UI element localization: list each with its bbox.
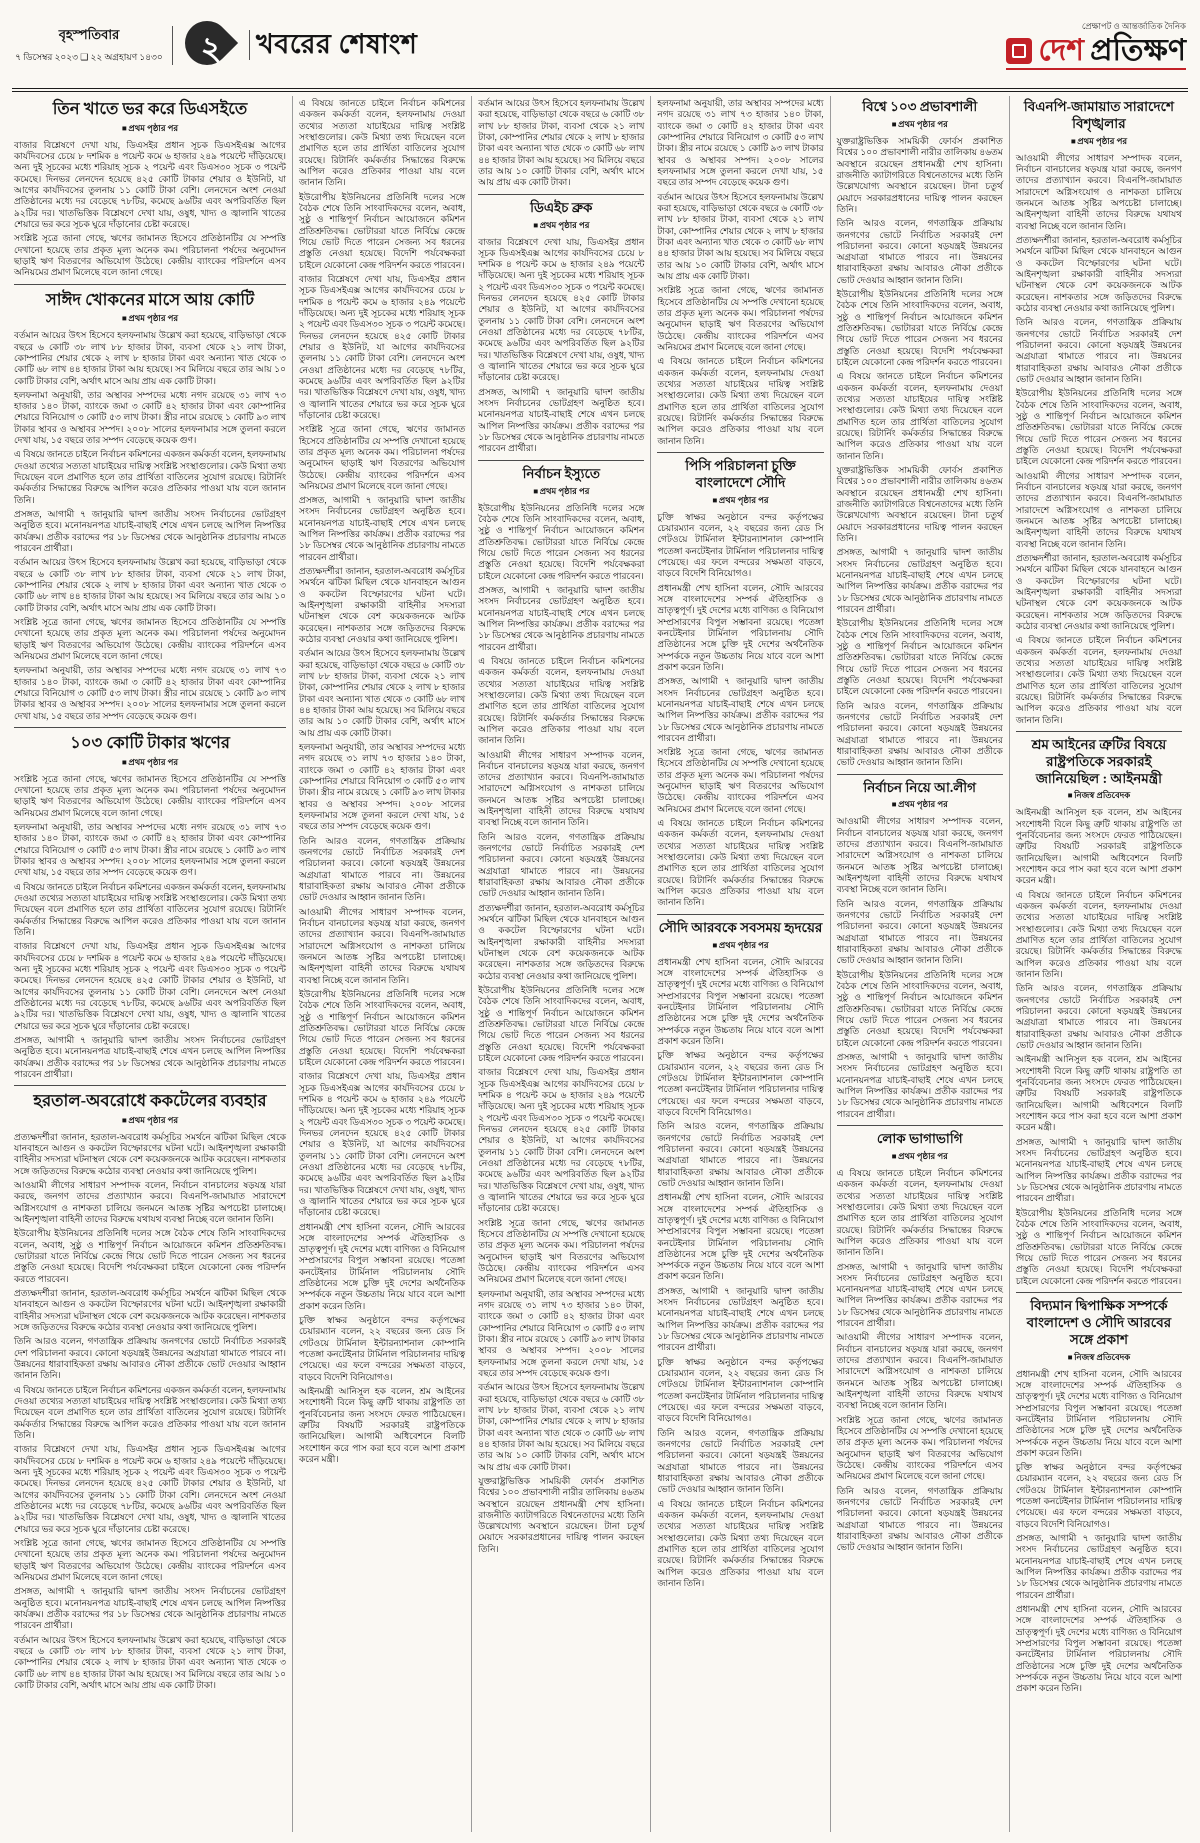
body-paragraph: আইনমন্ত্রী আনিসুল হক বলেন, শ্রম আইনের সংশোধনী বিলে কিছু ত্রুটি থাকায় রাষ্ট্রপতি তা পুনর্বিবেচনার জন্য সংসদে ফেরত পাঠিয়েছেন। ত্রুটির বিষয়টি সরকারই রাষ্ট্রপতিকে জানিয়েছিল। আগামী অধিবেশনে বিলটি সংশোধন করে পাস করা হবে বলে আশা প্রকাশ করেন মন্ত্রী। [299, 1386, 466, 1465]
continued-from-label: ◼ প্রথম পৃষ্ঠার পর [14, 756, 286, 770]
article-headline: বিশ্বে ১০৩ প্রভাবশালী [862, 99, 978, 114]
body-paragraph: সংশ্লিষ্ট সূত্রে জানা গেছে, ঋণের জামানত হিসেবে প্রতিষ্ঠানটির যে সম্পত্তি দেখানো হয়েছে তার প্রকৃত মূল্য অনেক কম। পরিচালনা পর্ষদের অনুমোদন ছাড়াই ঋণ বিতরণের অভিযোগ উঠেছে। কেন্দ্রীয় ব্যাংকের পরিদর্শনে এসব অনিয়মের প্রমাণ মিলেছে বলে জানা গেছে। [14, 233, 286, 278]
body-paragraph: প্রসঙ্গত, আগামী ৭ জানুয়ারি দ্বাদশ জাতীয় সংসদ নির্বাচনের ভোটগ্রহণ অনুষ্ঠিত হবে। মনোনয়নপত্র যাচাই-বাছাই শেষে এখন চলছে আপিল নিষ্পত্তির কার্যক্রম। প্রতীক বরাদ্দের পর ১৮ ডিসেম্বর থেকে আনুষ্ঠানিক প্রচারণায় নামতে পারবেন প্রার্থীরা। [836, 1052, 1003, 1119]
body-paragraph: হলফনামা অনুযায়ী, তার অস্থাবর সম্পদের মধ্যে নগদ রয়েছে ৩১ লাখ ৭৩ হাজার ১৪০ টাকা, ব্যাংকে জমা ৩ কোটি ৪২ হাজার টাকা এবং কোম্পানির শেয়ারে বিনিয়োগ ৩ কোটি ৫৩ লাখ টাকা। স্ত্রীর নামে রয়েছে ১ কোটি ৯৩ লাখ টাকার স্থাবর ও অস্থাবর সম্পদ। ২০০৮ সালের হলফনামার সঙ্গে তুলনা করলে দেখা যায়, ১৫ বছরে তার সম্পদ বেড়েছে কয়েক গুণ। [14, 665, 286, 721]
article-headline: বিএনপি-জামায়াত সারাদেশে বিশৃঙ্খলার [1023, 99, 1174, 131]
body-paragraph: এ বিষয়ে জানতে চাইলে নির্বাচন কমিশনের একজন কর্মকর্তা বলেন, হলফনামায় দেওয়া তথ্যের সত্যতা যাচাইয়ের দায়িত্ব সংশ্লিষ্ট সংস্থাগুলোর। কেউ মিথ্যা তথ্য দিয়েছেন বলে প্রমাণিত হলে তার প্রার্থিতা বাতিলের সুযোগ রয়েছে। রিটার্নিং কর্মকর্তার সিদ্ধান্তের বিরুদ্ধে আপিল করেও প্রতিকার পাওয়া যায় বলে জানান তিনি। [657, 356, 824, 446]
article-headline: নির্বাচন নিয়ে আ.লীগ [863, 779, 977, 795]
body-paragraph: এ বিষয়ে জানতে চাইলে নির্বাচন কমিশনের একজন কর্মকর্তা বলেন, হলফনামায় দেওয়া তথ্যের সত্যতা যাচাইয়ের দায়িত্ব সংশ্লিষ্ট সংস্থাগুলোর। কেউ মিথ্যা তথ্য দিয়েছেন বলে প্রমাণিত হলে তার প্রার্থিতা বাতিলের সুযোগ রয়েছে। রিটার্নিং কর্মকর্তার সিদ্ধান্তের বিরুদ্ধে আপিল করেও প্রতিকার পাওয়া যায় বলে জানান তিনি। [1015, 635, 1183, 725]
body-paragraph: ইউরোপীয় ইউনিয়নের প্রতিনিধি দলের সঙ্গে বৈঠক শেষে তিনি সাংবাদিকদের বলেন, অবাধ, সুষ্ঠু ও শান্তিপূর্ণ নির্বাচন আয়োজনে কমিশন প্রতিশ্রুতিবদ্ধ। ভোটাররা যাতে নির্বিঘ্নে কেন্দ্রে গিয়ে ভোট দিতে পারেন সেজন্য সব ধরনের প্রস্তুতি নেওয়া হয়েছে। বিদেশি পর্যবেক্ষকরা চাইলে যেকোনো কেন্দ্র পরিদর্শন করতে পারবেন। [1015, 1207, 1183, 1286]
article-headline: সৌদি আরবকে সবসময় হৃদয়ের [658, 919, 823, 935]
body-paragraph: আওয়ামী লীগের সাধারণ সম্পাদক বলেন, নির্বাচন বানচালের ষড়যন্ত্র যারা করছে, জনগণ তাদের প্রত্যাখ্যান করবে। বিএনপি-জামায়াত সারাদেশে অগ্নিসংযোগ ও নাশকতা চালিয়ে জনমনে আতঙ্ক সৃষ্টির অপচেষ্টা চালাচ্ছে। আইনশৃঙ্খলা বাহিনী তাদের বিরুদ্ধে যথাযথ ব্যবস্থা নিচ্ছে বলে জানান তিনি। [836, 816, 1003, 895]
masthead [1006, 20, 1186, 70]
body-paragraph: চুক্তি স্বাক্ষর অনুষ্ঠানে বন্দর কর্তৃপক্ষের চেয়ারম্যান বলেন, ২২ বছরের জন্য রেড সি গেটওয়ে টার্মিনাল ইন্টারন্যাশনাল কোম্পানি পতেঙ্গা কনটেইনার টার্মিনাল পরিচালনার দায়িত্ব পেয়েছে। এর ফলে বন্দরের সক্ষমতা বাড়বে, বাড়বে বিদেশি বিনিয়োগও। [299, 1315, 466, 1382]
article-headline: হরতাল-অবরোধে ককটেলের ব্যবহার [33, 1091, 267, 1111]
body-paragraph: এ বিষয়ে জানতে চাইলে নির্বাচন কমিশনের একজন কর্মকর্তা বলেন, হলফনামায় দেওয়া তথ্যের সত্যতা যাচাইয়ের দায়িত্ব সংশ্লিষ্ট সংস্থাগুলোর। কেউ মিথ্যা তথ্য দিয়েছেন বলে প্রমাণিত হলে তার প্রার্থিতা বাতিলের সুযোগ রয়েছে। রিটার্নিং কর্মকর্তার সিদ্ধান্তের বিরুদ্ধে আপিল করেও প্রতিকার পাওয়া যায় বলে জানান তিনি। [14, 881, 286, 937]
body-paragraph: তিনি আরও বলেন, গণতান্ত্রিক প্রক্রিয়ায় জনগণের ভোটে নির্বাচিত সরকারই দেশ পরিচালনা করবে। কোনো ষড়যন্ত্রই উন্নয়নের অগ্রযাত্রা থামাতে পারবে না। উন্নয়নের ধারাবাহিকতা রক্ষায় আবারও নৌকা প্রতীকে ভোট দেওয়ার আহ্বান জানান তিনি। [299, 835, 466, 903]
body-paragraph: প্রত্যক্ষদর্শীরা জানান, হরতাল-অবরোধ কর্মসূচির সমর্থনে ঝটিকা মিছিল থেকে যানবাহনে আগুন ও ককটেল বিস্ফোরণের ঘটনা ঘটে। আইনশৃঙ্খলা রক্ষাকারী বাহিনীর সদস্যরা ঘটনাস্থল থেকে বেশ কয়েকজনকে আটক করেছেন। নাশকতার সঙ্গে জড়িতদের বিরুদ্ধে কঠোর ব্যবস্থা নেওয়ার কথা জানিয়েছে পুলিশ। [1015, 235, 1183, 314]
continuation-block [478, 96, 644, 189]
column-4 [650, 96, 829, 1832]
body-paragraph: চুক্তি স্বাক্ষর অনুষ্ঠানে বন্দর কর্তৃপক্ষের চেয়ারম্যান বলেন, ২২ বছরের জন্য রেড সি গেটওয়ে টার্মিনাল ইন্টারন্যাশনাল কোম্পানি পতেঙ্গা কনটেইনার টার্মিনাল পরিচালনার দায়িত্ব পেয়েছে। এর ফলে বন্দরের সক্ষমতা বাড়বে, বাড়বে বিদেশি বিনিয়োগও। [657, 1356, 824, 1424]
article-khokon [14, 284, 286, 722]
body-paragraph: প্রসঙ্গত, আগামী ৭ জানুয়ারি দ্বাদশ জাতীয় সংসদ নির্বাচনের ভোটগ্রহণ অনুষ্ঠিত হবে। মনোনয়নপত্র যাচাই-বাছাই শেষে এখন চলছে আপিল নিষ্পত্তির কার্যক্রম। প্রতীক বরাদ্দের পর ১৮ ডিসেম্বর থেকে আনুষ্ঠানিক প্রচারণায় নামতে পারবেন প্রার্থীরা। [657, 1285, 824, 1353]
body-paragraph: আওয়ামী লীগের সাধারণ সম্পাদক বলেন, নির্বাচন বানচালের ষড়যন্ত্র যারা করছে, জনগণ তাদের প্রত্যাখ্যান করবে। বিএনপি-জামায়াত সারাদেশে অগ্নিসংযোগ ও নাশকতা চালিয়ে জনমনে আতঙ্ক সৃষ্টির অপচেষ্টা চালাচ্ছে। আইনশৃঙ্খলা বাহিনী তাদের বিরুদ্ধে যথাযথ ব্যবস্থা নিচ্ছে বলে জানান তিনি। [836, 1332, 1003, 1411]
continued-from-label: ◼ প্রথম পৃষ্ঠার পর [837, 1150, 1003, 1164]
body-paragraph: বর্তমান আয়ের উৎস হিসেবে হলফনামায় উল্লেখ করা হয়েছে, বাড়িভাড়া থেকে বছরে ৬ কোটি ৩৮ লাখ ৮৮ হাজার টাকা, ব্যবসা থেকে ২১ লাখ টাকা, কোম্পানির শেয়ার থেকে ২ লাখ ৮ হাজার টাকা এবং অন্যান্য খাত থেকে ৩ কোটি ৬৮ লাখ ৪৪ হাজার টাকা আয় হয়েছে। সব মিলিয়ে বছরে তার আয় ১০ কোটি টাকার বেশি, অর্থাৎ মাসে আয় প্রায় এক কোটি টাকা। [478, 1382, 645, 1472]
body-paragraph: প্রসঙ্গত, আগামী ৭ জানুয়ারি দ্বাদশ জাতীয় সংসদ নির্বাচনের ভোটগ্রহণ অনুষ্ঠিত হবে। মনোনয়নপত্র যাচাই-বাছাই শেষে এখন চলছে আপিল নিষ্পত্তির কার্যক্রম। প্রতীক বরাদ্দের পর ১৮ ডিসেম্বর থেকে আনুষ্ঠানিক প্রচারণায় নামতে পারবেন প্রার্থীরা। [836, 1261, 1003, 1329]
body-paragraph: সংশ্লিষ্ট সূত্রে জানা গেছে, ঋণের জামানত হিসেবে প্রতিষ্ঠানটির যে সম্পত্তি দেখানো হয়েছে তার প্রকৃত মূল্য অনেক কম। পরিচালনা পর্ষদের অনুমোদন ছাড়াই ঋণ বিতরণের অভিযোগ উঠেছে। কেন্দ্রীয় ব্যাংকের পরিদর্শনে এসব অনিয়মের প্রমাণ মিলেছে বলে জানা গেছে। [14, 1537, 286, 1582]
body-paragraph: আওয়ামী লীগের সাধারণ সম্পাদক বলেন, নির্বাচন বানচালের ষড়যন্ত্র যারা করছে, জনগণ তাদের প্রত্যাখ্যান করবে। বিএনপি-জামায়াত সারাদেশে অগ্নিসংযোগ ও নাশকতা চালিয়ে জনমনে আতঙ্ক সৃষ্টির অপচেষ্টা চালাচ্ছে। আইনশৃঙ্খলা বাহিনী তাদের বিরুদ্ধে যথাযথ ব্যবস্থা নিচ্ছে বলে জানান তিনি। [299, 906, 466, 985]
body-paragraph: এ বিষয়ে জানতে চাইলে নির্বাচন কমিশনের একজন কর্মকর্তা বলেন, হলফনামায় দেওয়া তথ্যের সত্যতা যাচাইয়ের দায়িত্ব সংশ্লিষ্ট সংস্থাগুলোর। কেউ মিথ্যা তথ্য দিয়েছেন বলে প্রমাণিত হলে তার প্রার্থিতা বাতিলের সুযোগ রয়েছে। রিটার্নিং কর্মকর্তার সিদ্ধান্তের বিরুদ্ধে আপিল করেও প্রতিকার পাওয়া যায় বলে জানান তিনি। [299, 98, 466, 188]
body-paragraph: প্রত্যক্ষদর্শীরা জানান, হরতাল-অবরোধ কর্মসূচির সমর্থনে ঝটিকা মিছিল থেকে যানবাহনে আগুন ও ককটেল বিস্ফোরণের ঘটনা ঘটে। আইনশৃঙ্খলা রক্ষাকারী বাহিনীর সদস্যরা ঘটনাস্থল থেকে বেশ কয়েকজনকে আটক করেছেন। নাশকতার সঙ্গে জড়িতদের বিরুদ্ধে কঠোর ব্যবস্থা নেওয়ার কথা জানিয়েছে পুলিশ। [299, 566, 466, 645]
newspaper-logo-icon [1006, 38, 1032, 64]
article-body [14, 140, 286, 279]
body-paragraph: এ বিষয়ে জানতে চাইলে নির্বাচন কমিশনের একজন কর্মকর্তা বলেন, হলফনামায় দেওয়া তথ্যের সত্যতা যাচাইয়ের দায়িত্ব সংশ্লিষ্ট সংস্থাগুলোর। কেউ মিথ্যা তথ্য দিয়েছেন বলে প্রমাণিত হলে তার প্রার্থিতা বাতিলের সুযোগ রয়েছে। রিটার্নিং কর্মকর্তার সিদ্ধান্তের বিরুদ্ধে আপিল করেও প্রতিকার পাওয়া যায় বলে জানান তিনি। [657, 1498, 824, 1589]
article-headline: তিন খাতে ভর করে ডিএসইতে [52, 99, 248, 118]
body-paragraph: প্রত্যক্ষদর্শীরা জানান, হরতাল-অবরোধ কর্মসূচির সমর্থনে ঝটিকা মিছিল থেকে যানবাহনে আগুন ও ককটেল বিস্ফোরণের ঘটনা ঘটে। আইনশৃঙ্খলা রক্ষাকারী বাহিনীর সদস্যরা ঘটনাস্থল থেকে বেশ কয়েকজনকে আটক করেছেন। নাশকতার সঙ্গে জড়িতদের বিরুদ্ধে কঠোর ব্যবস্থা নেওয়ার কথা জানিয়েছে পুলিশ। [14, 1131, 286, 1176]
continued-from-label: ◼ প্রথম পৃষ্ঠার পর [837, 118, 1003, 132]
body-paragraph: ইউরোপীয় ইউনিয়নের প্রতিনিধি দলের সঙ্গে বৈঠক শেষে তিনি সাংবাদিকদের বলেন, অবাধ, সুষ্ঠু ও শান্তিপূর্ণ নির্বাচন আয়োজনে কমিশন প্রতিশ্রুতিবদ্ধ। ভোটাররা যাতে নির্বিঘ্নে কেন্দ্রে গিয়ে ভোট দিতে পারেন সেজন্য সব ধরনের প্রস্তুতি নেওয়া হয়েছে। বিদেশি পর্যবেক্ষকরা চাইলে যেকোনো কেন্দ্র পরিদর্শন করতে পারবেন। [836, 969, 1003, 1048]
body-paragraph: বাজার বিশ্লেষণে দেখা যায়, ডিএসইর প্রধান সূচক ডিএসইএক্স আগের কার্যদিবসের চেয়ে ৮ দশমিক ৪ পয়েন্ট কমে ৬ হাজার ২৪৯ পয়েন্টে দাঁড়িয়েছে। অন্য দুই সূচকের মধ্যে শরিয়াহ সূচক ২ পয়েন্ট এবং ডিএস৩০ সূচক ৩ পয়েন্ট কমেছে। দিনভর লেনদেন হয়েছে ৪২৫ কোটি টাকার শেয়ার ও ইউনিট, যা আগের কার্যদিবসের তুলনায় ১১ কোটি টাকা বেশি। লেনদেনে অংশ নেওয়া প্রতিষ্ঠানের মধ্যে দর বেড়েছে ৭৮টির, কমেছে ৯৬টির এবং অপরিবর্তিত ছিল ৯২টির দর। খাতভিত্তিক বিশ্লেষণে দেখা যায়, ওষুধ, খাদ্য ও জ্বালানি খাতের শেয়ারে ভর করে সূচক ঘুরে দাঁড়ানোর চেষ্টা করেছে। [478, 1067, 645, 1214]
article-body [837, 816, 1003, 1120]
column-1 [12, 96, 292, 1832]
article-headline: পিসি পরিচালনা চুক্তি বাংলাদেশে সৌদি [685, 457, 796, 490]
page-content [12, 96, 1188, 1832]
body-paragraph: বর্তমান আয়ের উৎস হিসেবে হলফনামায় উল্লেখ করা হয়েছে, বাড়িভাড়া থেকে বছরে ৬ কোটি ৩৮ লাখ ৮৮ হাজার টাকা, ব্যবসা থেকে ২১ লাখ টাকা, কোম্পানির শেয়ার থেকে ২ লাখ ৮ হাজার টাকা এবং অন্যান্য খাত থেকে ৩ কোটি ৬৮ লাখ ৪৪ হাজার টাকা আয় হয়েছে। সব মিলিয়ে বছরে তার আয় ১০ কোটি টাকার বেশি, অর্থাৎ মাসে আয় প্রায় এক কোটি টাকা। [14, 557, 286, 613]
body-paragraph: তিনি আরও বলেন, গণতান্ত্রিক প্রক্রিয়ায় জনগণের ভোটে নির্বাচিত সরকারই দেশ পরিচালনা করবে। কোনো ষড়যন্ত্রই উন্নয়নের অগ্রযাত্রা থামাতে পারবে না। উন্নয়নের ধারাবাহিকতা রক্ষায় আবারও নৌকা প্রতীকে ভোট দেওয়ার আহ্বান জানান তিনি। [836, 898, 1003, 966]
body-paragraph: সংশ্লিষ্ট সূত্রে জানা গেছে, ঋণের জামানত হিসেবে প্রতিষ্ঠানটির যে সম্পত্তি দেখানো হয়েছে তার প্রকৃত মূল্য অনেক কম। পরিচালনা পর্ষদের অনুমোদন ছাড়াই ঋণ বিতরণের অভিযোগ উঠেছে। কেন্দ্রীয় ব্যাংকের পরিদর্শনে এসব অনিয়মের প্রমাণ মিলেছে বলে জানা গেছে। [836, 1414, 1003, 1482]
article-bilateral [1016, 1292, 1182, 1695]
body-paragraph: চুক্তি স্বাক্ষর অনুষ্ঠানে বন্দর কর্তৃপক্ষের চেয়ারম্যান বলেন, ২২ বছরের জন্য রেড সি গেটওয়ে টার্মিনাল ইন্টারন্যাশনাল কোম্পানি পতেঙ্গা কনটেইনার টার্মিনাল পরিচালনার দায়িত্ব পেয়েছে। এর ফলে বন্দরের সক্ষমতা বাড়বে, বাড়বে বিদেশি বিনিয়োগও। [657, 511, 824, 579]
body-paragraph: এ বিষয়ে জানতে চাইলে নির্বাচন কমিশনের একজন কর্মকর্তা বলেন, হলফনামায় দেওয়া তথ্যের সত্যতা যাচাইয়ের দায়িত্ব সংশ্লিষ্ট সংস্থাগুলোর। কেউ মিথ্যা তথ্য দিয়েছেন বলে প্রমাণিত হলে তার প্রার্থিতা বাতিলের সুযোগ রয়েছে। রিটার্নিং কর্মকর্তার সিদ্ধান্তের বিরুদ্ধে আপিল করেও প্রতিকার পাওয়া যায় বলে জানান তিনি। [836, 371, 1003, 461]
body-paragraph: বাজার বিশ্লেষণে দেখা যায়, ডিএসইর প্রধান সূচক ডিএসইএক্স আগের কার্যদিবসের চেয়ে ৮ দশমিক ৪ পয়েন্ট কমে ৬ হাজার ২৪৯ পয়েন্টে দাঁড়িয়েছে। অন্য দুই সূচকের মধ্যে শরিয়াহ সূচক ২ পয়েন্ট এবং ডিএস৩০ সূচক ৩ পয়েন্ট কমেছে। দিনভর লেনদেন হয়েছে ৪২৫ কোটি টাকার শেয়ার ও ইউনিট, যা আগের কার্যদিবসের তুলনায় ১১ কোটি টাকা বেশি। লেনদেনে অংশ নেওয়া প্রতিষ্ঠানের মধ্যে দর বেড়েছে ৭৮টির, কমেছে ৯৬টির এবং অপরিবর্তিত ছিল ৯২টির দর। খাতভিত্তিক বিশ্লেষণে দেখা যায়, ওষুধ, খাদ্য ও জ্বালানি খাতের শেয়ারে ভর করে সূচক ঘুরে দাঁড়ানোর চেষ্টা করেছে। [299, 273, 466, 420]
body-paragraph: তিনি আরও বলেন, গণতান্ত্রিক প্রক্রিয়ায় জনগণের ভোটে নির্বাচিত সরকারই দেশ পরিচালনা করবে। কোনো ষড়যন্ত্রই উন্নয়নের অগ্রযাত্রা থামাতে পারবে না। উন্নয়নের ধারাবাহিকতা রক্ষায় আবারও নৌকা প্রতীকে ভোট দেওয়ার আহ্বান জানান তিনি। [1015, 317, 1183, 384]
body-paragraph: প্রধানমন্ত্রী শেখ হাসিনা বলেন, সৌদি আরবের সঙ্গে বাংলাদেশের সম্পর্ক ঐতিহাসিক ও ভ্রাতৃত্বপূর্ণ। দুই দেশের মধ্যে বাণিজ্য ও বিনিয়োগ সম্প্রসারণের বিপুল সম্ভাবনা রয়েছে। পতেঙ্গা কনটেইনার টার্মিনাল পরিচালনায় সৌদি প্রতিষ্ঠানের সঙ্গে চুক্তি দুই দেশের অর্থনৈতিক সম্পর্ককে নতুন উচ্চতায় নিয়ে যাবে বলে আশা প্রকাশ করেন তিনি। [657, 582, 824, 672]
article-body [657, 512, 823, 909]
body-paragraph: ইউরোপীয় ইউনিয়নের প্রতিনিধি দলের সঙ্গে বৈঠক শেষে তিনি সাংবাদিকদের বলেন, অবাধ, সুষ্ঠু ও শান্তিপূর্ণ নির্বাচন আয়োজনে কমিশন প্রতিশ্রুতিবদ্ধ। ভোটাররা যাতে নির্বিঘ্নে কেন্দ্রে গিয়ে ভোট দিতে পারেন সেজন্য সব ধরনের প্রস্তুতি নেওয়া হয়েছে। বিদেশি পর্যবেক্ষকরা চাইলে যেকোনো কেন্দ্র পরিদর্শন করতে পারবেন। [478, 502, 645, 581]
body-paragraph: এ বিষয়ে জানতে চাইলে নির্বাচন কমিশনের একজন কর্মকর্তা বলেন, হলফনামায় দেওয়া তথ্যের সত্যতা যাচাইয়ের দায়িত্ব সংশ্লিষ্ট সংস্থাগুলোর। কেউ মিথ্যা তথ্য দিয়েছেন বলে প্রমাণিত হলে তার প্রার্থিতা বাতিলের সুযোগ রয়েছে। রিটার্নিং কর্মকর্তার সিদ্ধান্তের বিরুদ্ধে আপিল করেও প্রতিকার পাওয়া যায় বলে জানান তিনি। [14, 449, 286, 505]
body-paragraph: সংশ্লিষ্ট সূত্রে জানা গেছে, ঋণের জামানত হিসেবে প্রতিষ্ঠানটির যে সম্পত্তি দেখানো হয়েছে তার প্রকৃত মূল্য অনেক কম। পরিচালনা পর্ষদের অনুমোদন ছাড়াই ঋণ বিতরণের অভিযোগ উঠেছে। কেন্দ্রীয় ব্যাংকের পরিদর্শনে এসব অনিয়মের প্রমাণ মিলেছে বলে জানা গেছে। [299, 424, 466, 491]
continued-from-label: ◼ প্রথম পৃষ্ঠার পর [14, 1114, 286, 1128]
body-paragraph: তিনি আরও বলেন, গণতান্ত্রিক প্রক্রিয়ায় জনগণের ভোটে নির্বাচিত সরকারই দেশ পরিচালনা করবে। কোনো ষড়যন্ত্রই উন্নয়নের অগ্রযাত্রা থামাতে পারবে না। উন্নয়নের ধারাবাহিকতা রক্ষায় আবারও নৌকা প্রতীকে ভোট দেওয়ার আহ্বান জানান তিনি। [1015, 983, 1183, 1051]
article-lok [837, 1125, 1003, 1554]
article-body [1016, 153, 1182, 726]
body-paragraph: আওয়ামী লীগের সাধারণ সম্পাদক বলেন, নির্বাচন বানচালের ষড়যন্ত্র যারা করছে, জনগণ তাদের প্রত্যাখ্যান করবে। বিএনপি-জামায়াত সারাদেশে অগ্নিসংযোগ ও নাশকতা চালিয়ে জনমনে আতঙ্ক সৃষ্টির অপচেষ্টা চালাচ্ছে। আইনশৃঙ্খলা বাহিনী তাদের বিরুদ্ধে যথাযথ ব্যবস্থা নিচ্ছে বলে জানান তিনি। [1015, 470, 1183, 549]
body-paragraph: ইউরোপীয় ইউনিয়নের প্রতিনিধি দলের সঙ্গে বৈঠক শেষে তিনি সাংবাদিকদের বলেন, অবাধ, সুষ্ঠু ও শান্তিপূর্ণ নির্বাচন আয়োজনে কমিশন প্রতিশ্রুতিবদ্ধ। ভোটাররা যাতে নির্বিঘ্নে কেন্দ্রে গিয়ে ভোট দিতে পারেন সেজন্য সব ধরনের প্রস্তুতি নেওয়া হয়েছে। বিদেশি পর্যবেক্ষকরা চাইলে যেকোনো কেন্দ্র পরিদর্শন করতে পারবেন। [478, 985, 645, 1064]
article-pct-saudi [657, 452, 823, 909]
continued-from-label: ◼ প্রথম পৃষ্ঠার পর [14, 312, 286, 326]
body-paragraph: হলফনামা অনুযায়ী, তার অস্থাবর সম্পদের মধ্যে নগদ রয়েছে ৩১ লাখ ৭৩ হাজার ১৪০ টাকা, ব্যাংকে জমা ৩ কোটি ৪২ হাজার টাকা এবং কোম্পানির শেয়ারে বিনিয়োগ ৩ কোটি ৫৩ লাখ টাকা। স্ত্রীর নামে রয়েছে ১ কোটি ৯৩ লাখ টাকার স্থাবর ও অস্থাবর সম্পদ। ২০০৮ সালের হলফনামার সঙ্গে তুলনা করলে দেখা যায়, ১৫ বছরে তার সম্পদ বেড়েছে কয়েক গুণ। [14, 821, 286, 878]
article-headline: সাঈদ খোকনের মাসে আয় কোটি [45, 289, 255, 309]
article-headline: ১০৩ কোটি টাকার ঋণের [70, 733, 230, 753]
article-body [837, 1168, 1003, 1554]
body-paragraph: বাজার বিশ্লেষণে দেখা যায়, ডিএসইর প্রধান সূচক ডিএসইএক্স আগের কার্যদিবসের চেয়ে ৮ দশমিক ৪ পয়েন্ট কমে ৬ হাজার ২৪৯ পয়েন্টে দাঁড়িয়েছে। অন্য দুই সূচকের মধ্যে শরিয়াহ সূচক ২ পয়েন্ট এবং ডিএস৩০ সূচক ৩ পয়েন্ট কমেছে। দিনভর লেনদেন হয়েছে ৪২৫ কোটি টাকার শেয়ার ও ইউনিট, যা আগের কার্যদিবসের তুলনায় ১১ কোটি টাকা বেশি। লেনদেনে অংশ নেওয়া প্রতিষ্ঠানের মধ্যে দর বেড়েছে ৭৮টির, কমেছে ৯৬টির এবং অপরিবর্তিত ছিল ৯২টির দর। খাতভিত্তিক বিশ্লেষণে দেখা যায়, ওষুধ, খাদ্য ও জ্বালানি খাতের শেয়ারে ভর করে সূচক ঘুরে দাঁড়ানোর চেষ্টা করেছে। [14, 139, 286, 229]
article-saudi-heart [657, 914, 823, 1590]
continuation-block [299, 96, 465, 1465]
article-body [1016, 807, 1182, 1286]
body-paragraph: এ বিষয়ে জানতে চাইলে নির্বাচন কমিশনের একজন কর্মকর্তা বলেন, হলফনামায় দেওয়া তথ্যের সত্যতা যাচাইয়ের দায়িত্ব সংশ্লিষ্ট সংস্থাগুলোর। কেউ মিথ্যা তথ্য দিয়েছেন বলে প্রমাণিত হলে তার প্রার্থিতা বাতিলের সুযোগ রয়েছে। রিটার্নিং কর্মকর্তার সিদ্ধান্তের বিরুদ্ধে আপিল করেও প্রতিকার পাওয়া যায় বলে জানান তিনি। [478, 655, 645, 746]
body-paragraph: প্রসঙ্গত, আগামী ৭ জানুয়ারি দ্বাদশ জাতীয় সংসদ নির্বাচনের ভোটগ্রহণ অনুষ্ঠিত হবে। মনোনয়নপত্র যাচাই-বাছাই শেষে এখন চলছে আপিল নিষ্পত্তির কার্যক্রম। প্রতীক বরাদ্দের পর ১৮ ডিসেম্বর থেকে আনুষ্ঠানিক প্রচারণায় নামতে পারবেন প্রার্থীরা। [657, 676, 824, 743]
body-paragraph: এ বিষয়ে জানতে চাইলে নির্বাচন কমিশনের একজন কর্মকর্তা বলেন, হলফনামায় দেওয়া তথ্যের সত্যতা যাচাইয়ের দায়িত্ব সংশ্লিষ্ট সংস্থাগুলোর। কেউ মিথ্যা তথ্য দিয়েছেন বলে প্রমাণিত হলে তার প্রার্থিতা বাতিলের সুযোগ রয়েছে। রিটার্নিং কর্মকর্তার সিদ্ধান্তের বিরুদ্ধে আপিল করেও প্রতিকার পাওয়া যায় বলে জানান তিনি। [14, 1384, 286, 1440]
body-paragraph: চুক্তি স্বাক্ষর অনুষ্ঠানে বন্দর কর্তৃপক্ষের চেয়ারম্যান বলেন, ২২ বছরের জন্য রেড সি গেটওয়ে টার্মিনাল ইন্টারন্যাশনাল কোম্পানি পতেঙ্গা কনটেইনার টার্মিনাল পরিচালনার দায়িত্ব পেয়েছে। এর ফলে বন্দরের সক্ষমতা বাড়বে, বাড়বে বিদেশি বিনিয়োগও। [657, 1050, 824, 1117]
weekday-label: বৃহস্পতিবার [58, 26, 120, 42]
body-paragraph: সংশ্লিষ্ট সূত্রে জানা গেছে, ঋণের জামানত হিসেবে প্রতিষ্ঠানটির যে সম্পত্তি দেখানো হয়েছে তার প্রকৃত মূল্য অনেক কম। পরিচালনা পর্ষদের অনুমোদন ছাড়াই ঋণ বিতরণের অভিযোগ উঠেছে। কেন্দ্রীয় ব্যাংকের পরিদর্শনে এসব অনিয়মের প্রমাণ মিলেছে বলে জানা গেছে। [657, 747, 824, 814]
body-paragraph: হলফনামা অনুযায়ী, তার অস্থাবর সম্পদের মধ্যে নগদ রয়েছে ৩১ লাখ ৭৩ হাজার ১৪০ টাকা, ব্যাংকে জমা ৩ কোটি ৪২ হাজার টাকা এবং কোম্পানির শেয়ারে বিনিয়োগ ৩ কোটি ৫৩ লাখ টাকা। স্ত্রীর নামে রয়েছে ১ কোটি ৯৩ লাখ টাকার স্থাবর ও অস্থাবর সম্পদ। ২০০৮ সালের হলফনামার সঙ্গে তুলনা করলে দেখা যায়, ১৫ বছরে তার সম্পদ বেড়েছে কয়েক গুণ। [299, 742, 466, 832]
body-paragraph: প্রসঙ্গত, আগামী ৭ জানুয়ারি দ্বাদশ জাতীয় সংসদ নির্বাচনের ভোটগ্রহণ অনুষ্ঠিত হবে। মনোনয়নপত্র যাচাই-বাছাই শেষে এখন চলছে আপিল নিষ্পত্তির কার্যক্রম। প্রতীক বরাদ্দের পর ১৮ ডিসেম্বর থেকে আনুষ্ঠানিক প্রচারণায় নামতে পারবেন প্রার্থীরা। [14, 509, 286, 554]
body-paragraph: প্রসঙ্গত, আগামী ৭ জানুয়ারি দ্বাদশ জাতীয় সংসদ নির্বাচনের ভোটগ্রহণ অনুষ্ঠিত হবে। মনোনয়নপত্র যাচাই-বাছাই শেষে এখন চলছে আপিল নিষ্পত্তির কার্যক্রম। প্রতীক বরাদ্দের পর ১৮ ডিসেম্বর থেকে আনুষ্ঠানিক প্রচারণায় নামতে পারবেন প্রার্থীরা। [836, 547, 1003, 614]
article-body [478, 98, 644, 189]
article-body [14, 774, 286, 1081]
body-paragraph: ইউরোপীয় ইউনিয়নের প্রতিনিধি দলের সঙ্গে বৈঠক শেষে তিনি সাংবাদিকদের বলেন, অবাধ, সুষ্ঠু ও শান্তিপূর্ণ নির্বাচন আয়োজনে কমিশন প্রতিশ্রুতিবদ্ধ। ভোটাররা যাতে নির্বিঘ্নে কেন্দ্রে গিয়ে ভোট দিতে পারেন সেজন্য সব ধরনের প্রস্তুতি নেওয়া হয়েছে। বিদেশি পর্যবেক্ষকরা চাইলে যেকোনো কেন্দ্র পরিদর্শন করতে পারবেন। [299, 191, 466, 270]
body-paragraph: তিনি আরও বলেন, গণতান্ত্রিক প্রক্রিয়ায় জনগণের ভোটে নির্বাচিত সরকারই দেশ পরিচালনা করবে। কোনো ষড়যন্ত্রই উন্নয়নের অগ্রযাত্রা থামাতে পারবে না। উন্নয়নের ধারাবাহিকতা রক্ষায় আবারও নৌকা প্রতীকে ভোট দেওয়ার আহ্বান জানান তিনি। [14, 1336, 286, 1381]
article-headline: নির্বাচন ইস্যুতে [522, 465, 601, 481]
body-paragraph: হলফনামা অনুযায়ী, তার অস্থাবর সম্পদের মধ্যে নগদ রয়েছে ৩১ লাখ ৭৩ হাজার ১৪০ টাকা, ব্যাংকে জমা ৩ কোটি ৪২ হাজার টাকা এবং কোম্পানির শেয়ারে বিনিয়োগ ৩ কোটি ৫৩ লাখ টাকা। স্ত্রীর নামে রয়েছে ১ কোটি ৯৩ লাখ টাকার স্থাবর ও অস্থাবর সম্পদ। ২০০৮ সালের হলফনামার সঙ্গে তুলনা করলে দেখা যায়, ১৫ বছরে তার সম্পদ বেড়েছে কয়েক গুণ। [478, 1288, 645, 1378]
article-dse [14, 96, 286, 279]
body-paragraph: ইউরোপীয় ইউনিয়নের প্রতিনিধি দলের সঙ্গে বৈঠক শেষে তিনি সাংবাদিকদের বলেন, অবাধ, সুষ্ঠু ও শান্তিপূর্ণ নির্বাচন আয়োজনে কমিশন প্রতিশ্রুতিবদ্ধ। ভোটাররা যাতে নির্বিঘ্নে কেন্দ্রে গিয়ে ভোট দিতে পারেন সেজন্য সব ধরনের প্রস্তুতি নেওয়া হয়েছে। বিদেশি পর্যবেক্ষকরা চাইলে যেকোনো কেন্দ্র পরিদর্শন করতে পারবেন। [836, 289, 1003, 368]
body-paragraph: ইউরোপীয় ইউনিয়নের প্রতিনিধি দলের সঙ্গে বৈঠক শেষে তিনি সাংবাদিকদের বলেন, অবাধ, সুষ্ঠু ও শান্তিপূর্ণ নির্বাচন আয়োজনে কমিশন প্রতিশ্রুতিবদ্ধ। ভোটাররা যাতে নির্বিঘ্নে কেন্দ্রে গিয়ে ভোট দিতে পারেন সেজন্য সব ধরনের প্রস্তুতি নেওয়া হয়েছে। বিদেশি পর্যবেক্ষকরা চাইলে যেকোনো কেন্দ্র পরিদর্শন করতে পারবেন। [299, 988, 466, 1067]
masthead-name-part1: দেশ [1038, 34, 1085, 67]
body-paragraph: ইউরোপীয় ইউনিয়নের প্রতিনিধি দলের সঙ্গে বৈঠক শেষে তিনি সাংবাদিকদের বলেন, অবাধ, সুষ্ঠু ও শান্তিপূর্ণ নির্বাচন আয়োজনে কমিশন প্রতিশ্রুতিবদ্ধ। ভোটাররা যাতে নির্বিঘ্নে কেন্দ্রে গিয়ে ভোট দিতে পারেন সেজন্য সব ধরনের প্রস্তুতি নেওয়া হয়েছে। বিদেশি পর্যবেক্ষকরা চাইলে যেকোনো কেন্দ্র পরিদর্শন করতে পারবেন। [14, 1228, 286, 1284]
body-paragraph: আওয়ামী লীগের সাধারণ সম্পাদক বলেন, নির্বাচন বানচালের ষড়যন্ত্র যারা করছে, জনগণ তাদের প্রত্যাখ্যান করবে। বিএনপি-জামায়াত সারাদেশে অগ্নিসংযোগ ও নাশকতা চালিয়ে জনমনে আতঙ্ক সৃষ্টির অপচেষ্টা চালাচ্ছে। আইনশৃঙ্খলা বাহিনী তাদের বিরুদ্ধে যথাযথ ব্যবস্থা নিচ্ছে বলে জানান তিনি। [14, 1180, 286, 1225]
article-headline: ডিএইচ ব্রুক [530, 199, 593, 215]
body-paragraph: বর্তমান আয়ের উৎস হিসেবে হলফনামায় উল্লেখ করা হয়েছে, বাড়িভাড়া থেকে বছরে ৬ কোটি ৩৮ লাখ ৮৮ হাজার টাকা, ব্যবসা থেকে ২১ লাখ টাকা, কোম্পানির শেয়ার থেকে ২ লাখ ৮ হাজার টাকা এবং অন্যান্য খাত থেকে ৩ কোটি ৬৮ লাখ ৪৪ হাজার টাকা আয় হয়েছে। সব মিলিয়ে বছরে তার আয় ১০ কোটি টাকার বেশি, অর্থাৎ মাসে আয় প্রায় এক কোটি টাকা। [478, 98, 645, 188]
continued-from-label: ◼ প্রথম পৃষ্ঠার পর [14, 122, 286, 136]
body-paragraph: প্রসঙ্গত, আগামী ৭ জানুয়ারি দ্বাদশ জাতীয় সংসদ নির্বাচনের ভোটগ্রহণ অনুষ্ঠিত হবে। মনোনয়নপত্র যাচাই-বাছাই শেষে এখন চলছে আপিল নিষ্পত্তির কার্যক্রম। প্রতীক বরাদ্দের পর ১৮ ডিসেম্বর থেকে আনুষ্ঠানিক প্রচারণায় নামতে পারবেন প্রার্থীরা। [1015, 1533, 1183, 1600]
body-paragraph: বাজার বিশ্লেষণে দেখা যায়, ডিএসইর প্রধান সূচক ডিএসইএক্স আগের কার্যদিবসের চেয়ে ৮ দশমিক ৪ পয়েন্ট কমে ৬ হাজার ২৪৯ পয়েন্টে দাঁড়িয়েছে। অন্য দুই সূচকের মধ্যে শরিয়াহ সূচক ২ পয়েন্ট এবং ডিএস৩০ সূচক ৩ পয়েন্ট কমেছে। দিনভর লেনদেন হয়েছে ৪২৫ কোটি টাকার শেয়ার ও ইউনিট, যা আগের কার্যদিবসের তুলনায় ১১ কোটি টাকা বেশি। লেনদেনে অংশ নেওয়া প্রতিষ্ঠানের মধ্যে দর বেড়েছে ৭৮টির, কমেছে ৯৬টির এবং অপরিবর্তিত ছিল ৯২টির দর। খাতভিত্তিক বিশ্লেষণে দেখা যায়, ওষুধ, খাদ্য ও জ্বালানি খাতের শেয়ারে ভর করে সূচক ঘুরে দাঁড়ানোর চেষ্টা করেছে। [478, 236, 645, 383]
body-paragraph: তিনি আরও বলেন, গণতান্ত্রিক প্রক্রিয়ায় জনগণের ভোটে নির্বাচিত সরকারই দেশ পরিচালনা করবে। কোনো ষড়যন্ত্রই উন্নয়নের অগ্রযাত্রা থামাতে পারবে না। উন্নয়নের ধারাবাহিকতা রক্ষায় আবারও নৌকা প্রতীকে ভোট দেওয়ার আহ্বান জানান তিনি। [478, 831, 645, 899]
continued-from-label: ◼ প্রথম পৃষ্ঠার পর [478, 485, 644, 499]
date-block [14, 26, 173, 65]
continued-from-label: ◼ প্রথম পৃষ্ঠার পর [837, 798, 1003, 812]
continuation-block [657, 96, 823, 447]
continued-from-label: ◼ প্রথম পৃষ্ঠার পর [1016, 135, 1182, 149]
body-paragraph: চুক্তি স্বাক্ষর অনুষ্ঠানে বন্দর কর্তৃপক্ষের চেয়ারম্যান বলেন, ২২ বছরের জন্য রেড সি গেটওয়ে টার্মিনাল ইন্টারন্যাশনাল কোম্পানি পতেঙ্গা কনটেইনার টার্মিনাল পরিচালনার দায়িত্ব পেয়েছে। এর ফলে বন্দরের সক্ষমতা বাড়বে, বাড়বে বিদেশি বিনিয়োগও। [1015, 1462, 1183, 1529]
column-2 [292, 96, 471, 1832]
body-paragraph: এ বিষয়ে জানতে চাইলে নির্বাচন কমিশনের একজন কর্মকর্তা বলেন, হলফনামায় দেওয়া তথ্যের সত্যতা যাচাইয়ের দায়িত্ব সংশ্লিষ্ট সংস্থাগুলোর। কেউ মিথ্যা তথ্য দিয়েছেন বলে প্রমাণিত হলে তার প্রার্থিতা বাতিলের সুযোগ রয়েছে। রিটার্নিং কর্মকর্তার সিদ্ধান্তের বিরুদ্ধে আপিল করেও প্রতিকার পাওয়া যায় বলে জানান তিনি। [657, 818, 824, 908]
body-paragraph: ইউরোপীয় ইউনিয়নের প্রতিনিধি দলের সঙ্গে বৈঠক শেষে তিনি সাংবাদিকদের বলেন, অবাধ, সুষ্ঠু ও শান্তিপূর্ণ নির্বাচন আয়োজনে কমিশন প্রতিশ্রুতিবদ্ধ। ভোটাররা যাতে নির্বিঘ্নে কেন্দ্রে গিয়ে ভোট দিতে পারেন সেজন্য সব ধরনের প্রস্তুতি নেওয়া হয়েছে। বিদেশি পর্যবেক্ষকরা চাইলে যেকোনো কেন্দ্র পরিদর্শন করতে পারবেন। [1015, 388, 1183, 467]
body-paragraph: প্রত্যক্ষদর্শীরা জানান, হরতাল-অবরোধ কর্মসূচির সমর্থনে ঝটিকা মিছিল থেকে যানবাহনে আগুন ও ককটেল বিস্ফোরণের ঘটনা ঘটে। আইনশৃঙ্খলা রক্ষাকারী বাহিনীর সদস্যরা ঘটনাস্থল থেকে বেশ কয়েকজনকে আটক করেছেন। নাশকতার সঙ্গে জড়িতদের বিরুদ্ধে কঠোর ব্যবস্থা নেওয়ার কথা জানিয়েছে পুলিশ। [1015, 552, 1183, 631]
article-labor-law [1016, 731, 1182, 1287]
byline-label: ◼ নিজস্ব প্রতিবেদক [1016, 789, 1182, 803]
article-headline: বিদ্যমান দ্বিপাক্ষিক সম্পর্কে বাংলাদেশ ও সৌদি আরবের সঙ্গে প্রকাশ [1026, 1297, 1172, 1347]
column-5 [830, 96, 1009, 1832]
article-al-election [837, 774, 1003, 1120]
article-body [478, 503, 644, 1556]
body-paragraph: প্রসঙ্গত, আগামী ৭ জানুয়ারি দ্বাদশ জাতীয় সংসদ নির্বাচনের ভোটগ্রহণ অনুষ্ঠিত হবে। মনোনয়নপত্র যাচাই-বাছাই শেষে এখন চলছে আপিল নিষ্পত্তির কার্যক্রম। প্রতীক বরাদ্দের পর ১৮ ডিসেম্বর থেকে আনুষ্ঠানিক প্রচারণায় নামতে পারবেন প্রার্থীরা। [478, 584, 645, 652]
body-paragraph: আওয়ামী লীগের সাধারণ সম্পাদক বলেন, নির্বাচন বানচালের ষড়যন্ত্র যারা করছে, জনগণ তাদের প্রত্যাখ্যান করবে। বিএনপি-জামায়াত সারাদেশে অগ্নিসংযোগ ও নাশকতা চালিয়ে জনমনে আতঙ্ক সৃষ্টির অপচেষ্টা চালাচ্ছে। আইনশৃঙ্খলা বাহিনী তাদের বিরুদ্ধে যথাযথ ব্যবস্থা নিচ্ছে বলে জানান তিনি। [1015, 152, 1183, 231]
body-paragraph: বর্তমান আয়ের উৎস হিসেবে হলফনামায় উল্লেখ করা হয়েছে, বাড়িভাড়া থেকে বছরে ৬ কোটি ৩৮ লাখ ৮৮ হাজার টাকা, ব্যবসা থেকে ২১ লাখ টাকা, কোম্পানির শেয়ার থেকে ২ লাখ ৮ হাজার টাকা এবং অন্যান্য খাত থেকে ৩ কোটি ৬৮ লাখ ৪৪ হাজার টাকা আয় হয়েছে। সব মিলিয়ে বছরে তার আয় ১০ কোটি টাকার বেশি, অর্থাৎ মাসে আয় প্রায় এক কোটি টাকা। [14, 1634, 286, 1690]
page-header [12, 6, 1188, 92]
body-paragraph: সংশ্লিষ্ট সূত্রে জানা গেছে, ঋণের জামানত হিসেবে প্রতিষ্ঠানটির যে সম্পত্তি দেখানো হয়েছে তার প্রকৃত মূল্য অনেক কম। পরিচালনা পর্ষদের অনুমোদন ছাড়াই ঋণ বিতরণের অভিযোগ উঠেছে। কেন্দ্রীয় ব্যাংকের পরিদর্শনে এসব অনিয়মের প্রমাণ মিলেছে বলে জানা গেছে। [657, 285, 824, 352]
body-paragraph: প্রসঙ্গত, আগামী ৭ জানুয়ারি দ্বাদশ জাতীয় সংসদ নির্বাচনের ভোটগ্রহণ অনুষ্ঠিত হবে। মনোনয়নপত্র যাচাই-বাছাই শেষে এখন চলছে আপিল নিষ্পত্তির কার্যক্রম। প্রতীক বরাদ্দের পর ১৮ ডিসেম্বর থেকে আনুষ্ঠানিক প্রচারণায় নামতে পারবেন প্রার্থীরা। [1015, 1136, 1183, 1204]
body-paragraph: যুক্তরাষ্ট্রভিত্তিক সাময়িকী ফোর্বস প্রকাশিত বিশ্বের ১০০ প্রভাবশালী নারীর তালিকায় ৪৬তম অবস্থানে রয়েছেন প্রধানমন্ত্রী শেখ হাসিনা। রাজনীতি ক্যাটাগরিতে বিশ্বনেতাদের মধ্যে তিনি উল্লেখযোগ্য অবস্থানে রয়েছেন। টানা চতুর্থ মেয়াদে সরকারপ্রধানের দায়িত্ব পালন করছেন তিনি। [836, 465, 1003, 544]
body-paragraph: হলফনামা অনুযায়ী, তার অস্থাবর সম্পদের মধ্যে নগদ রয়েছে ৩১ লাখ ৭৩ হাজার ১৪০ টাকা, ব্যাংকে জমা ৩ কোটি ৪২ হাজার টাকা এবং কোম্পানির শেয়ারে বিনিয়োগ ৩ কোটি ৫৩ লাখ টাকা। স্ত্রীর নামে রয়েছে ১ কোটি ৯৩ লাখ টাকার স্থাবর ও অস্থাবর সম্পদ। ২০০৮ সালের হলফনামার সঙ্গে তুলনা করলে দেখা যায়, ১৫ বছরে তার সম্পদ বেড়েছে কয়েক গুণ। [657, 98, 824, 188]
page-number: ২ [200, 30, 222, 66]
body-paragraph: আইনমন্ত্রী আনিসুল হক বলেন, শ্রম আইনের সংশোধনী বিলে কিছু ত্রুটি থাকায় রাষ্ট্রপতি তা পুনর্বিবেচনার জন্য সংসদে ফেরত পাঠিয়েছেন। ত্রুটির বিষয়টি সরকারই রাষ্ট্রপতিকে জানিয়েছিল। আগামী অধিবেশনে বিলটি সংশোধন করে পাস করা হবে বলে আশা প্রকাশ করেন মন্ত্রী। [1015, 807, 1183, 886]
body-paragraph: আইনমন্ত্রী আনিসুল হক বলেন, শ্রম আইনের সংশোধনী বিলে কিছু ত্রুটি থাকায় রাষ্ট্রপতি তা পুনর্বিবেচনার জন্য সংসদে ফেরত পাঠিয়েছেন। ত্রুটির বিষয়টি সরকারই রাষ্ট্রপতিকে জানিয়েছিল। আগামী অধিবেশনে বিলটি সংশোধন করে পাস করা হবে বলে আশা প্রকাশ করেন মন্ত্রী। [1015, 1054, 1183, 1133]
article-headline: লোক ভাগাভাগি [876, 1131, 963, 1146]
body-paragraph: বাজার বিশ্লেষণে দেখা যায়, ডিএসইর প্রধান সূচক ডিএসইএক্স আগের কার্যদিবসের চেয়ে ৮ দশমিক ৪ পয়েন্ট কমে ৬ হাজার ২৪৯ পয়েন্টে দাঁড়িয়েছে। অন্য দুই সূচকের মধ্যে শরিয়াহ সূচক ২ পয়েন্ট এবং ডিএস৩০ সূচক ৩ পয়েন্ট কমেছে। দিনভর লেনদেন হয়েছে ৪২৫ কোটি টাকার শেয়ার ও ইউনিট, যা আগের কার্যদিবসের তুলনায় ১১ কোটি টাকা বেশি। লেনদেনে অংশ নেওয়া প্রতিষ্ঠানের মধ্যে দর বেড়েছে ৭৮টির, কমেছে ৯৬টির এবং অপরিবর্তিত ছিল ৯২টির দর। খাতভিত্তিক বিশ্লেষণে দেখা যায়, ওষুধ, খাদ্য ও জ্বালানি খাতের শেয়ারে ভর করে সূচক ঘুরে দাঁড়ানোর চেষ্টা করেছে। [299, 1071, 466, 1218]
section-title: খবরের শেষাংশ [249, 30, 417, 60]
body-paragraph: তিনি আরও বলেন, গণতান্ত্রিক প্রক্রিয়ায় জনগণের ভোটে নির্বাচিত সরকারই দেশ পরিচালনা করবে। কোনো ষড়যন্ত্রই উন্নয়নের অগ্রযাত্রা থামাতে পারবে না। উন্নয়নের ধারাবাহিকতা রক্ষায় আবারও নৌকা প্রতীকে ভোট দেওয়ার আহ্বান জানান তিনি। [836, 218, 1003, 285]
body-paragraph: তিনি আরও বলেন, গণতান্ত্রিক প্রক্রিয়ায় জনগণের ভোটে নির্বাচিত সরকারই দেশ পরিচালনা করবে। কোনো ষড়যন্ত্রই উন্নয়নের অগ্রযাত্রা থামাতে পারবে না। উন্নয়নের ধারাবাহিকতা রক্ষায় আবারও নৌকা প্রতীকে ভোট দেওয়ার আহ্বান জানান তিনি। [657, 1427, 824, 1495]
body-paragraph: সংশ্লিষ্ট সূত্রে জানা গেছে, ঋণের জামানত হিসেবে প্রতিষ্ঠানটির যে সম্পত্তি দেখানো হয়েছে তার প্রকৃত মূল্য অনেক কম। পরিচালনা পর্ষদের অনুমোদন ছাড়াই ঋণ বিতরণের অভিযোগ উঠেছে। কেন্দ্রীয় ব্যাংকের পরিদর্শনে এসব অনিয়মের প্রমাণ মিলেছে বলে জানা গেছে। [14, 773, 286, 818]
body-paragraph: প্রধানমন্ত্রী শেখ হাসিনা বলেন, সৌদি আরবের সঙ্গে বাংলাদেশের সম্পর্ক ঐতিহাসিক ও ভ্রাতৃত্বপূর্ণ। দুই দেশের মধ্যে বাণিজ্য ও বিনিয়োগ সম্প্রসারণের বিপুল সম্ভাবনা রয়েছে। পতেঙ্গা কনটেইনার টার্মিনাল পরিচালনায় সৌদি প্রতিষ্ঠানের সঙ্গে চুক্তি দুই দেশের অর্থনৈতিক সম্পর্ককে নতুন উচ্চতায় নিয়ে যাবে বলে আশা প্রকাশ করেন তিনি। [1015, 1368, 1183, 1458]
body-paragraph: সংশ্লিষ্ট সূত্রে জানা গেছে, ঋণের জামানত হিসেবে প্রতিষ্ঠানটির যে সম্পত্তি দেখানো হয়েছে তার প্রকৃত মূল্য অনেক কম। পরিচালনা পর্ষদের অনুমোদন ছাড়াই ঋণ বিতরণের অভিযোগ উঠেছে। কেন্দ্রীয় ব্যাংকের পরিদর্শনে এসব অনিয়মের প্রমাণ মিলেছে বলে জানা গেছে। [478, 1217, 645, 1285]
body-paragraph: আওয়ামী লীগের সাধারণ সম্পাদক বলেন, নির্বাচন বানচালের ষড়যন্ত্র যারা করছে, জনগণ তাদের প্রত্যাখ্যান করবে। বিএনপি-জামায়াত সারাদেশে অগ্নিসংযোগ ও নাশকতা চালিয়ে জনমনে আতঙ্ক সৃষ্টির অপচেষ্টা চালাচ্ছে। আইনশৃঙ্খলা বাহিনী তাদের বিরুদ্ধে যথাযথ ব্যবস্থা নিচ্ছে বলে জানান তিনি। [478, 749, 645, 828]
continued-from-label: ◼ প্রথম পৃষ্ঠার পর [478, 219, 644, 233]
article-loan [14, 727, 286, 1080]
body-paragraph: তিনি আরও বলেন, গণতান্ত্রিক প্রক্রিয়ায় জনগণের ভোটে নির্বাচিত সরকারই দেশ পরিচালনা করবে। কোনো ষড়যন্ত্রই উন্নয়নের অগ্রযাত্রা থামাতে পারবে না। উন্নয়নের ধারাবাহিকতা রক্ষায় আবারও নৌকা প্রতীকে ভোট দেওয়ার আহ্বান জানান তিনি। [836, 1485, 1003, 1553]
date-label: ৭ ডিসেম্বর ২০২৩ ❑ ২২ অগ্রহায়ণ ১৪৩০ [15, 51, 163, 62]
masthead-name-part2: প্রতিক্ষণ [1090, 34, 1186, 67]
body-paragraph: প্রসঙ্গত, আগামী ৭ জানুয়ারি দ্বাদশ জাতীয় সংসদ নির্বাচনের ভোটগ্রহণ অনুষ্ঠিত হবে। মনোনয়নপত্র যাচাই-বাছাই শেষে এখন চলছে আপিল নিষ্পত্তির কার্যক্রম। প্রতীক বরাদ্দের পর ১৮ ডিসেম্বর থেকে আনুষ্ঠানিক প্রচারণায় নামতে পারবেন প্রার্থীরা। [299, 495, 466, 562]
article-influential [837, 96, 1003, 769]
body-paragraph: প্রত্যক্ষদর্শীরা জানান, হরতাল-অবরোধ কর্মসূচির সমর্থনে ঝটিকা মিছিল থেকে যানবাহনে আগুন ও ককটেল বিস্ফোরণের ঘটনা ঘটে। আইনশৃঙ্খলা রক্ষাকারী বাহিনীর সদস্যরা ঘটনাস্থল থেকে বেশ কয়েকজনকে আটক করেছেন। নাশকতার সঙ্গে জড়িতদের বিরুদ্ধে কঠোর ব্যবস্থা নেওয়ার কথা জানিয়েছে পুলিশ। [478, 902, 645, 981]
body-paragraph: প্রত্যক্ষদর্শীরা জানান, হরতাল-অবরোধ কর্মসূচির সমর্থনে ঝটিকা মিছিল থেকে যানবাহনে আগুন ও ককটেল বিস্ফোরণের ঘটনা ঘটে। আইনশৃঙ্খলা রক্ষাকারী বাহিনীর সদস্যরা ঘটনাস্থল থেকে বেশ কয়েকজনকে আটক করেছেন। নাশকতার সঙ্গে জড়িতদের বিরুদ্ধে কঠোর ব্যবস্থা নেওয়ার কথা জানিয়েছে পুলিশ। [14, 1288, 286, 1333]
body-paragraph: বাজার বিশ্লেষণে দেখা যায়, ডিএসইর প্রধান সূচক ডিএসইএক্স আগের কার্যদিবসের চেয়ে ৮ দশমিক ৪ পয়েন্ট কমে ৬ হাজার ২৪৯ পয়েন্টে দাঁড়িয়েছে। অন্য দুই সূচকের মধ্যে শরিয়াহ সূচক ২ পয়েন্ট এবং ডিএস৩০ সূচক ৩ পয়েন্ট কমেছে। দিনভর লেনদেন হয়েছে ৪২৫ কোটি টাকার শেয়ার ও ইউনিট, যা আগের কার্যদিবসের তুলনায় ১১ কোটি টাকা বেশি। লেনদেনে অংশ নেওয়া প্রতিষ্ঠানের মধ্যে দর বেড়েছে ৭৮টির, কমেছে ৯৬টির এবং অপরিবর্তিত ছিল ৯২টির দর। খাতভিত্তিক বিশ্লেষণে দেখা যায়, ওষুধ, খাদ্য ও জ্বালানি খাতের শেয়ারে ভর করে সূচক ঘুরে দাঁড়ানোর চেষ্টা করেছে। [14, 941, 286, 1031]
article-body [14, 330, 286, 722]
body-paragraph: প্রসঙ্গত, আগামী ৭ জানুয়ারি দ্বাদশ জাতীয় সংসদ নির্বাচনের ভোটগ্রহণ অনুষ্ঠিত হবে। মনোনয়নপত্র যাচাই-বাছাই শেষে এখন চলছে আপিল নিষ্পত্তির কার্যক্রম। প্রতীক বরাদ্দের পর ১৮ ডিসেম্বর থেকে আনুষ্ঠানিক প্রচারণায় নামতে পারবেন প্রার্থীরা। [14, 1034, 286, 1079]
article-hartal [14, 1085, 286, 1691]
article-bnp [1016, 96, 1182, 726]
body-paragraph: তিনি আরও বলেন, গণতান্ত্রিক প্রক্রিয়ায় জনগণের ভোটে নির্বাচিত সরকারই দেশ পরিচালনা করবে। কোনো ষড়যন্ত্রই উন্নয়নের অগ্রযাত্রা থামাতে পারবে না। উন্নয়নের ধারাবাহিকতা রক্ষায় আবারও নৌকা প্রতীকে ভোট দেওয়ার আহ্বান জানান তিনি। [836, 700, 1003, 768]
body-paragraph: প্রধানমন্ত্রী শেখ হাসিনা বলেন, সৌদি আরবের সঙ্গে বাংলাদেশের সম্পর্ক ঐতিহাসিক ও ভ্রাতৃত্বপূর্ণ। দুই দেশের মধ্যে বাণিজ্য ও বিনিয়োগ সম্প্রসারণের বিপুল সম্ভাবনা রয়েছে। পতেঙ্গা কনটেইনার টার্মিনাল পরিচালনায় সৌদি প্রতিষ্ঠানের সঙ্গে চুক্তি দুই দেশের অর্থনৈতিক সম্পর্ককে নতুন উচ্চতায় নিয়ে যাবে বলে আশা প্রকাশ করেন তিনি। [657, 956, 824, 1046]
column-6 [1009, 96, 1188, 1832]
page-number-badge [183, 17, 239, 73]
article-dhbrook [478, 194, 644, 455]
article-body [657, 98, 823, 447]
masthead-tagline: প্রেক্ষাপট ও আন্তর্জাতিক দৈনিক [1081, 21, 1186, 31]
body-paragraph: প্রধানমন্ত্রী শেখ হাসিনা বলেন, সৌদি আরবের সঙ্গে বাংলাদেশের সম্পর্ক ঐতিহাসিক ও ভ্রাতৃত্বপূর্ণ। দুই দেশের মধ্যে বাণিজ্য ও বিনিয়োগ সম্প্রসারণের বিপুল সম্ভাবনা রয়েছে। পতেঙ্গা কনটেইনার টার্মিনাল পরিচালনায় সৌদি প্রতিষ্ঠানের সঙ্গে চুক্তি দুই দেশের অর্থনৈতিক সম্পর্ককে নতুন উচ্চতায় নিয়ে যাবে বলে আশা প্রকাশ করেন তিনি। [1015, 1604, 1183, 1694]
byline-label: ◼ নিজস্ব প্রতিবেদক [1016, 1351, 1182, 1365]
article-headline: শ্রম আইনের ত্রুটির বিষয়ে রাষ্ট্রপতিকে সরকারই জানিয়েছিল : আইনমন্ত্রী [1031, 736, 1167, 786]
body-paragraph: যুক্তরাষ্ট্রভিত্তিক সাময়িকী ফোর্বস প্রকাশিত বিশ্বের ১০০ প্রভাবশালী নারীর তালিকায় ৪৬তম অবস্থানে রয়েছেন প্রধানমন্ত্রী শেখ হাসিনা। রাজনীতি ক্যাটাগরিতে বিশ্বনেতাদের মধ্যে তিনি উল্লেখযোগ্য অবস্থানে রয়েছেন। টানা চতুর্থ মেয়াদে সরকারপ্রধানের দায়িত্ব পালন করছেন তিনি। [478, 1475, 645, 1554]
body-paragraph: বর্তমান আয়ের উৎস হিসেবে হলফনামায় উল্লেখ করা হয়েছে, বাড়িভাড়া থেকে বছরে ৬ কোটি ৩৮ লাখ ৮৮ হাজার টাকা, ব্যবসা থেকে ২১ লাখ টাকা, কোম্পানির শেয়ার থেকে ২ লাখ ৮ হাজার টাকা এবং অন্যান্য খাত থেকে ৩ কোটি ৬৮ লাখ ৪৪ হাজার টাকা আয় হয়েছে। সব মিলিয়ে বছরে তার আয় ১০ কোটি টাকার বেশি, অর্থাৎ মাসে আয় প্রায় এক কোটি টাকা। [657, 191, 824, 281]
body-paragraph: তিনি আরও বলেন, গণতান্ত্রিক প্রক্রিয়ায় জনগণের ভোটে নির্বাচিত সরকারই দেশ পরিচালনা করবে। কোনো ষড়যন্ত্রই উন্নয়নের অগ্রযাত্রা থামাতে পারবে না। উন্নয়নের ধারাবাহিকতা রক্ষায় আবারও নৌকা প্রতীকে ভোট দেওয়ার আহ্বান জানান তিনি। [657, 1121, 824, 1188]
body-paragraph: যুক্তরাষ্ট্রভিত্তিক সাময়িকী ফোর্বস প্রকাশিত বিশ্বের ১০০ প্রভাবশালী নারীর তালিকায় ৪৬তম অবস্থানে রয়েছেন প্রধানমন্ত্রী শেখ হাসিনা। রাজনীতি ক্যাটাগরিতে বিশ্বনেতাদের মধ্যে তিনি উল্লেখযোগ্য অবস্থানে রয়েছেন। টানা চতুর্থ মেয়াদে সরকারপ্রধানের দায়িত্ব পালন করছেন তিনি। [836, 135, 1003, 214]
body-paragraph: এ বিষয়ে জানতে চাইলে নির্বাচন কমিশনের একজন কর্মকর্তা বলেন, হলফনামায় দেওয়া তথ্যের সত্যতা যাচাইয়ের দায়িত্ব সংশ্লিষ্ট সংস্থাগুলোর। কেউ মিথ্যা তথ্য দিয়েছেন বলে প্রমাণিত হলে তার প্রার্থিতা বাতিলের সুযোগ রয়েছে। রিটার্নিং কর্মকর্তার সিদ্ধান্তের বিরুদ্ধে আপিল করেও প্রতিকার পাওয়া যায় বলে জানান তিনি। [836, 1167, 1003, 1258]
body-paragraph: এ বিষয়ে জানতে চাইলে নির্বাচন কমিশনের একজন কর্মকর্তা বলেন, হলফনামায় দেওয়া তথ্যের সত্যতা যাচাইয়ের দায়িত্ব সংশ্লিষ্ট সংস্থাগুলোর। কেউ মিথ্যা তথ্য দিয়েছেন বলে প্রমাণিত হলে তার প্রার্থিতা বাতিলের সুযোগ রয়েছে। রিটার্নিং কর্মকর্তার সিদ্ধান্তের বিরুদ্ধে আপিল করেও প্রতিকার পাওয়া যায় বলে জানান তিনি। [1015, 889, 1183, 980]
body-paragraph: প্রধানমন্ত্রী শেখ হাসিনা বলেন, সৌদি আরবের সঙ্গে বাংলাদেশের সম্পর্ক ঐতিহাসিক ও ভ্রাতৃত্বপূর্ণ। দুই দেশের মধ্যে বাণিজ্য ও বিনিয়োগ সম্প্রসারণের বিপুল সম্ভাবনা রয়েছে। পতেঙ্গা কনটেইনার টার্মিনাল পরিচালনায় সৌদি প্রতিষ্ঠানের সঙ্গে চুক্তি দুই দেশের অর্থনৈতিক সম্পর্ককে নতুন উচ্চতায় নিয়ে যাবে বলে আশা প্রকাশ করেন তিনি। [657, 1192, 824, 1282]
article-body [299, 98, 465, 1465]
column-3 [471, 96, 650, 1832]
article-body [1016, 1369, 1182, 1695]
body-paragraph: সংশ্লিষ্ট সূত্রে জানা গেছে, ঋণের জামানত হিসেবে প্রতিষ্ঠানটির যে সম্পত্তি দেখানো হয়েছে তার প্রকৃত মূল্য অনেক কম। পরিচালনা পর্ষদের অনুমোদন ছাড়াই ঋণ বিতরণের অভিযোগ উঠেছে। কেন্দ্রীয় ব্যাংকের পরিদর্শনে এসব অনিয়মের প্রমাণ মিলেছে বলে জানা গেছে। [14, 617, 286, 662]
body-paragraph: ইউরোপীয় ইউনিয়নের প্রতিনিধি দলের সঙ্গে বৈঠক শেষে তিনি সাংবাদিকদের বলেন, অবাধ, সুষ্ঠু ও শান্তিপূর্ণ নির্বাচন আয়োজনে কমিশন প্রতিশ্রুতিবদ্ধ। ভোটাররা যাতে নির্বিঘ্নে কেন্দ্রে গিয়ে ভোট দিতে পারেন সেজন্য সব ধরনের প্রস্তুতি নেওয়া হয়েছে। বিদেশি পর্যবেক্ষকরা চাইলে যেকোনো কেন্দ্র পরিদর্শন করতে পারবেন। [836, 618, 1003, 697]
body-paragraph: প্রসঙ্গত, আগামী ৭ জানুয়ারি দ্বাদশ জাতীয় সংসদ নির্বাচনের ভোটগ্রহণ অনুষ্ঠিত হবে। মনোনয়নপত্র যাচাই-বাছাই শেষে এখন চলছে আপিল নিষ্পত্তির কার্যক্রম। প্রতীক বরাদ্দের পর ১৮ ডিসেম্বর থেকে আনুষ্ঠানিক প্রচারণায় নামতে পারবেন প্রার্থীরা। [478, 386, 645, 454]
article-body [837, 136, 1003, 769]
continued-from-label: ◼ প্রথম পৃষ্ঠার পর [657, 494, 823, 508]
article-nirbachon-issue [478, 460, 644, 1555]
body-paragraph: বাজার বিশ্লেষণে দেখা যায়, ডিএসইর প্রধান সূচক ডিএসইএক্স আগের কার্যদিবসের চেয়ে ৮ দশমিক ৪ পয়েন্ট কমে ৬ হাজার ২৪৯ পয়েন্টে দাঁড়িয়েছে। অন্য দুই সূচকের মধ্যে শরিয়াহ সূচক ২ পয়েন্ট এবং ডিএস৩০ সূচক ৩ পয়েন্ট কমেছে। দিনভর লেনদেন হয়েছে ৪২৫ কোটি টাকার শেয়ার ও ইউনিট, যা আগের কার্যদিবসের তুলনায় ১১ কোটি টাকা বেশি। লেনদেনে অংশ নেওয়া প্রতিষ্ঠানের মধ্যে দর বেড়েছে ৭৮টির, কমেছে ৯৬টির এবং অপরিবর্তিত ছিল ৯২টির দর। খাতভিত্তিক বিশ্লেষণে দেখা যায়, ওষুধ, খাদ্য ও জ্বালানি খাতের শেয়ারে ভর করে সূচক ঘুরে দাঁড়ানোর চেষ্টা করেছে। [14, 1444, 286, 1534]
article-body [657, 957, 823, 1590]
body-paragraph: বর্তমান আয়ের উৎস হিসেবে হলফনামায় উল্লেখ করা হয়েছে, বাড়িভাড়া থেকে বছরে ৬ কোটি ৩৮ লাখ ৮৮ হাজার টাকা, ব্যবসা থেকে ২১ লাখ টাকা, কোম্পানির শেয়ার থেকে ২ লাখ ৮ হাজার টাকা এবং অন্যান্য খাত থেকে ৩ কোটি ৬৮ লাখ ৪৪ হাজার টাকা আয় হয়েছে। সব মিলিয়ে বছরে তার আয় ১০ কোটি টাকার বেশি, অর্থাৎ মাসে আয় প্রায় এক কোটি টাকা। [299, 648, 466, 738]
article-body [478, 237, 644, 455]
body-paragraph: বর্তমান আয়ের উৎস হিসেবে হলফনামায় উল্লেখ করা হয়েছে, বাড়িভাড়া থেকে বছরে ৬ কোটি ৩৮ লাখ ৮৮ হাজার টাকা, ব্যবসা থেকে ২১ লাখ টাকা, কোম্পানির শেয়ার থেকে ২ লাখ ৮ হাজার টাকা এবং অন্যান্য খাত থেকে ৩ কোটি ৬৮ লাখ ৪৪ হাজার টাকা আয় হয়েছে। সব মিলিয়ে বছরে তার আয় ১০ কোটি টাকার বেশি, অর্থাৎ মাসে আয় প্রায় এক কোটি টাকা। [14, 330, 286, 386]
article-body [14, 1132, 286, 1691]
continued-from-label: ◼ প্রথম পৃষ্ঠার পর [657, 939, 823, 953]
body-paragraph: প্রধানমন্ত্রী শেখ হাসিনা বলেন, সৌদি আরবের সঙ্গে বাংলাদেশের সম্পর্ক ঐতিহাসিক ও ভ্রাতৃত্বপূর্ণ। দুই দেশের মধ্যে বাণিজ্য ও বিনিয়োগ সম্প্রসারণের বিপুল সম্ভাবনা রয়েছে। পতেঙ্গা কনটেইনার টার্মিনাল পরিচালনায় সৌদি প্রতিষ্ঠানের সঙ্গে চুক্তি দুই দেশের অর্থনৈতিক সম্পর্ককে নতুন উচ্চতায় নিয়ে যাবে বলে আশা প্রকাশ করেন তিনি। [299, 1221, 466, 1311]
body-paragraph: প্রসঙ্গত, আগামী ৭ জানুয়ারি দ্বাদশ জাতীয় সংসদ নির্বাচনের ভোটগ্রহণ অনুষ্ঠিত হবে। মনোনয়নপত্র যাচাই-বাছাই শেষে এখন চলছে আপিল নিষ্পত্তির কার্যক্রম। প্রতীক বরাদ্দের পর ১৮ ডিসেম্বর থেকে আনুষ্ঠানিক প্রচারণায় নামতে পারবেন প্রার্থীরা। [14, 1586, 286, 1631]
body-paragraph: হলফনামা অনুযায়ী, তার অস্থাবর সম্পদের মধ্যে নগদ রয়েছে ৩১ লাখ ৭৩ হাজার ১৪০ টাকা, ব্যাংকে জমা ৩ কোটি ৪২ হাজার টাকা এবং কোম্পানির শেয়ারে বিনিয়োগ ৩ কোটি ৫৩ লাখ টাকা। স্ত্রীর নামে রয়েছে ১ কোটি ৯৩ লাখ টাকার স্থাবর ও অস্থাবর সম্পদ। ২০০৮ সালের হলফনামার সঙ্গে তুলনা করলে দেখা যায়, ১৫ বছরে তার সম্পদ বেড়েছে কয়েক গুণ। [14, 389, 286, 446]
